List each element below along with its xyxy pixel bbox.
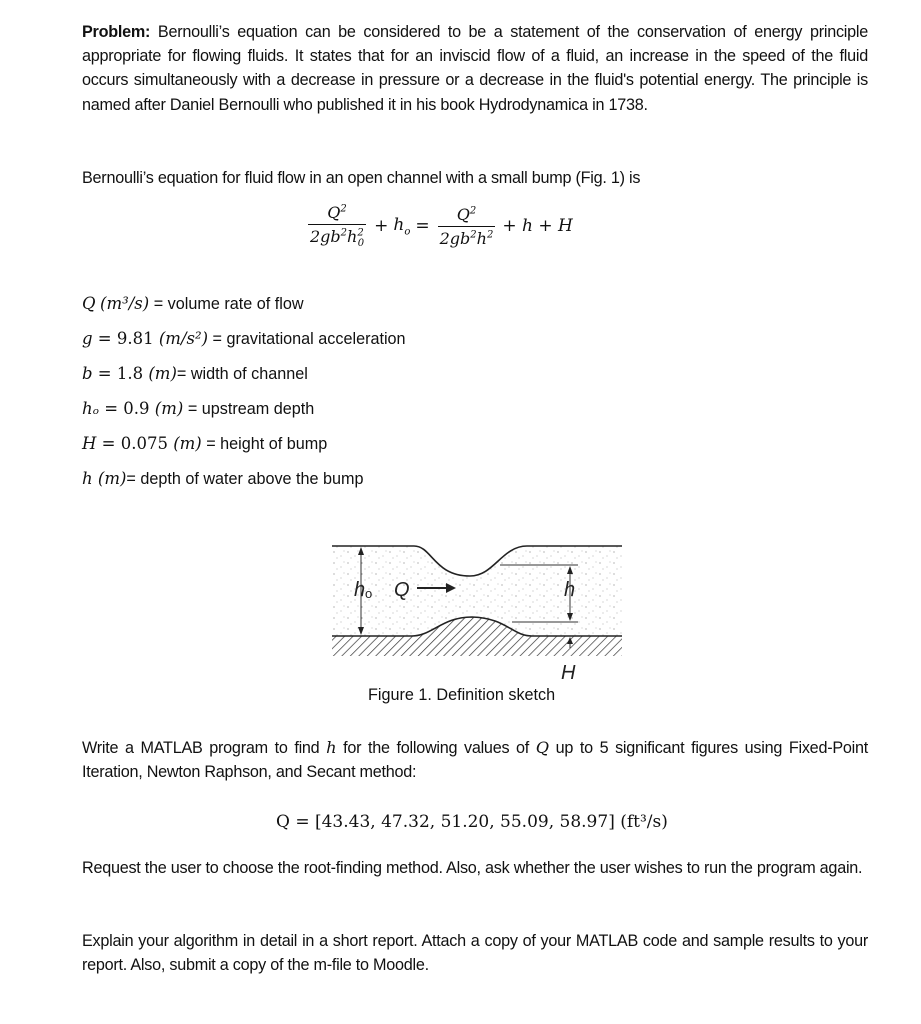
definition-sketch xyxy=(332,538,622,688)
variable-ho: hₒ = 0.9 (m) = upstream depth xyxy=(82,399,315,418)
variable-H: H = 0.075 (m) = height of bump xyxy=(82,434,328,453)
report-paragraph: Explain your algorithm in detail in a short report. Attach a copy of your MATLAB code and sample results to your report. Also, submit a copy of the m-file to Moodle. xyxy=(82,932,868,975)
rhs-fraction: $\frac{Q^2}{2gb^2h^2}$ xyxy=(439,204,494,248)
q-values-equation: Q = [43.43, 47.32, 51.20, 55.09, 58.97] (ft³/s) xyxy=(276,812,668,832)
variable-b: b = 1.8 (m)= width of channel xyxy=(82,364,308,383)
task-paragraph: Write a MATLAB program to find h for the following values of Q up to 5 significant figures using Fixed-Point Iteration, Newton Raphson, and Secant method: xyxy=(82,738,868,782)
svg-text:H: H xyxy=(561,662,576,684)
svg-text:h: h xyxy=(354,579,366,601)
request-paragraph: Request the user to choose the root-finding method. Also, ask whether the user wishes to run the program again. xyxy=(82,859,863,877)
bernoulli-equation: $\frac{Q^2}{2gb^2h^2_0}$ + $h_o$ = $\frac{Q^2}{2gb^2h^2}$ + h + H xyxy=(310,203,573,250)
intro-text: Bernoulli’s equation can be considered to be a statement of the conservation of energy principle appropriate for flowing fluids. It states that for an inviscid flow of a fluid, an increase in the speed of the fluid occurs simultaneously with a decrease in pressure or a decrease in the fluid's potential energy. The principle is named after Daniel Bernoulli who published it in his book Hydrodynamica in 1738. xyxy=(82,23,868,114)
problem-label: Problem: xyxy=(82,23,151,41)
svg-text:Q: Q xyxy=(394,579,410,601)
svg-text:h: h xyxy=(564,579,576,601)
variable-g: g = 9.81 (m/s²) = gravitational acceleration xyxy=(82,329,406,348)
lhs-fraction: $\frac{Q^2}{2gb^2h^2_0}$ xyxy=(310,203,365,250)
intro-paragraph xyxy=(82,20,868,117)
svg-text:o: o xyxy=(365,586,373,601)
equation-intro: Bernoulli’s equation for fluid flow in an open channel with a small bump (Fig. 1) is xyxy=(82,169,641,187)
figure-caption: Figure 1. Definition sketch xyxy=(368,686,556,704)
variable-Q: Q (m³/s) = volume rate of flow xyxy=(82,294,304,313)
variable-h: h (m)= depth of water above the bump xyxy=(82,469,364,488)
